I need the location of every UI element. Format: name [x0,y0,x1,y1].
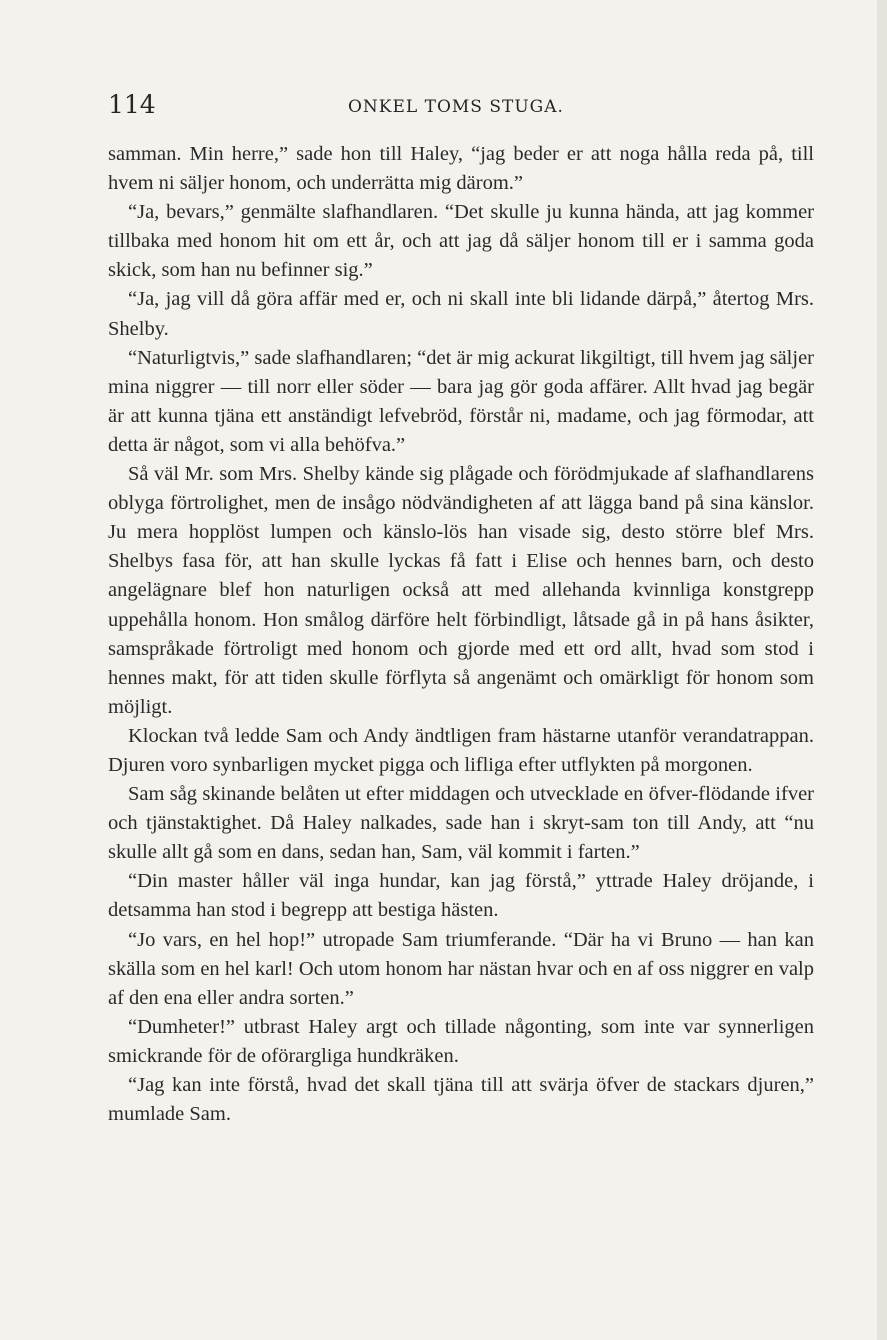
paragraph: samman. Min herre,” sade hon till Haley, “jag beder er att noga hålla reda på, till hvem ni säljer honom, och underrätta mig därom.” [108,143,814,195]
paragraph: “Din master håller väl inga hundar, kan jag förstå,” yttrade Haley dröjande, i detsamma han stod i begrepp att bestiga hästen. [108,870,814,922]
paragraph: “Dumheter!” utbrast Haley argt och tillade någonting, som inte var synnerligen smickrande för de oförargliga hundkräken. [108,1015,814,1067]
page-edge [877,0,887,1340]
paragraph: “Ja, jag vill då göra affär med er, och ni skall inte bli lidande därpå,” återtog Mrs. Shelby. [108,288,814,340]
paragraph: “Jo vars, en hel hop!” utropade Sam triumferande. “Där ha vi Bruno — han kan skälla som en hel karl! Och utom honom har nästan hvar och en af oss niggrer en valp af den ena eller andra sorten.” [108,928,814,1009]
paragraph: Så väl Mr. som Mrs. Shelby kände sig plågade och förödmjukade af slafhandlarens oblyga förtrolighet, men de insågo nödvändigheten af att lägga band på sina känslor. Ju mera hopplöst lumpen och känslo-lös han visade sig, desto större blef Mrs. Shelbys fasa för, att han skulle lyckas få fatt i Elise och hennes barn, och desto angelägnare blef hon naturligen också att med allehanda kvinnliga konstgrepp uppehålla honom. Hon smålog därföre helt förbindligt, låtsade gå in på hans åsikter, samspråkade förtroligt med honom och gjorde med ett ord allt, hvad som stod i hennes makt, för att tiden skulle förflyta så angenämt och omärkligt för honom som möjligt. [108,463,814,718]
page-number: 114 [108,90,156,119]
running-title: ONKEL TOMS STUGA. [348,97,564,117]
page-header [108,88,818,122]
body-text [108,140,814,1129]
paragraph: “Naturligtvis,” sade slafhandlaren; “det är mig ackurat likgiltigt, till hvem jag säljer mina niggrer — till norr eller söder — bara jag gör goda affärer. Allt hvad jag begär är att kunna tjäna ett anständigt lefvebröd, förstår ni, madame, och jag förmodar, att detta är något, som vi alla behöfva.” [108,346,814,456]
paragraph: “Jag kan inte förstå, hvad det skall tjäna till att svärja öfver de stackars djuren,” mumlade Sam. [108,1074,814,1126]
paragraph: “Ja, bevars,” genmälte slafhandlaren. “Det skulle ju kunna hända, att jag kommer tillbaka med honom hit om ett år, och att jag då säljer honom till er i samma goda skick, som han nu befinner sig.” [108,201,814,282]
paragraph: Klockan två ledde Sam och Andy ändtligen fram hästarne utanför verandatrappan. Djuren voro synbarligen mycket pigga och lifliga efter utflykten på morgonen. [108,724,814,776]
paragraph: Sam såg skinande belåten ut efter middagen och utvecklade en öfver-flödande ifver och tjänstaktighet. Då Haley nalkades, sade han i skryt-sam ton till Andy, att “nu skulle allt gå som en dans, sedan han, Sam, väl kommit i farten.” [108,783,814,864]
